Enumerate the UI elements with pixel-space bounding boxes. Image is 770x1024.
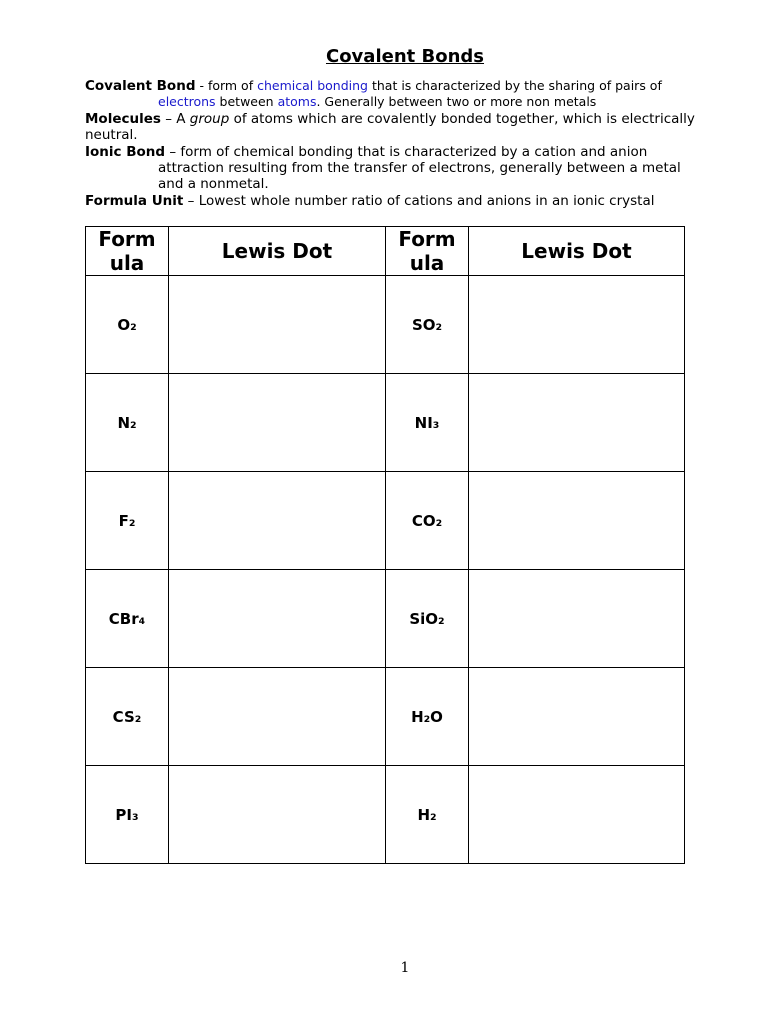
lewis-dot-answer-cell[interactable]	[469, 276, 685, 374]
definitions	[85, 78, 725, 209]
formula-cell: H₂	[386, 766, 469, 864]
lewis-dot-answer-cell[interactable]	[469, 472, 685, 570]
lewis-dot-answer-cell[interactable]	[169, 570, 386, 668]
formula-cell: SiO₂	[386, 570, 469, 668]
table-row	[86, 276, 685, 374]
definition-formula-unit: Formula Unit – Lowest whole number ratio of cations and anions in an ionic crystal	[85, 192, 655, 209]
formula-cell: N₂	[86, 374, 169, 472]
formula-cell: O₂	[86, 276, 169, 374]
chemical-bonding-link[interactable]: chemical bonding	[257, 78, 368, 93]
table-row	[86, 472, 685, 570]
definition-ionic-bond: Ionic Bond – form of chemical bonding that is characterized by a cation and anion attraction resulting from the transfer of electrons, generally between a metal and a nonmetal.	[85, 143, 681, 193]
formula-cell: F₂	[86, 472, 169, 570]
formula-header: Form ula	[386, 227, 469, 276]
lewis-dot-answer-cell[interactable]	[469, 766, 685, 864]
lewis-dot-answer-cell[interactable]	[169, 766, 386, 864]
lewis-dot-header: Lewis Dot	[169, 227, 386, 276]
table-row	[86, 570, 685, 668]
lewis-dot-answer-cell[interactable]	[469, 668, 685, 766]
lewis-dot-answer-cell[interactable]	[169, 374, 386, 472]
lewis-dot-answer-cell[interactable]	[469, 570, 685, 668]
electrons-link[interactable]: electrons	[158, 94, 216, 110]
lewis-dot-header: Lewis Dot	[469, 227, 685, 276]
formula-cell: PI₃	[86, 766, 169, 864]
atoms-link[interactable]: atoms	[277, 94, 317, 110]
page-number: 1	[400, 960, 410, 976]
term-ionic-bond: Ionic Bond	[85, 143, 166, 160]
table-row	[86, 766, 685, 864]
term-molecules: Molecules	[85, 110, 161, 127]
lewis-dot-answer-cell[interactable]	[169, 668, 386, 766]
table-row	[86, 668, 685, 766]
table-row	[86, 374, 685, 472]
term-formula-unit: Formula Unit	[85, 192, 184, 209]
lewis-dot-answer-cell[interactable]	[169, 276, 386, 374]
formula-cell: NI₃	[386, 374, 469, 472]
formula-cell: CO₂	[386, 472, 469, 570]
lewis-dot-table	[85, 226, 685, 864]
formula-cell: H₂O	[386, 668, 469, 766]
lewis-dot-answer-cell[interactable]	[169, 472, 386, 570]
table-header-row	[86, 227, 685, 276]
definition-molecules: Molecules – A group of atoms which are covalently bonded together, which is electrically neutral.	[85, 110, 695, 144]
lewis-dot-answer-cell[interactable]	[469, 374, 685, 472]
page-title: Covalent Bonds	[325, 46, 485, 67]
formula-cell: SO₂	[386, 276, 469, 374]
term-covalent-bond: Covalent Bond	[85, 78, 196, 94]
formula-header: Form ula	[86, 227, 169, 276]
formula-cell: CS₂	[86, 668, 169, 766]
formula-cell: CBr₄	[86, 570, 169, 668]
definition-covalent-bond: Covalent Bond - form of chemical bonding that is characterized by the sharing of pairs of electrons between atoms. Generally between two or more non metals	[85, 78, 662, 110]
